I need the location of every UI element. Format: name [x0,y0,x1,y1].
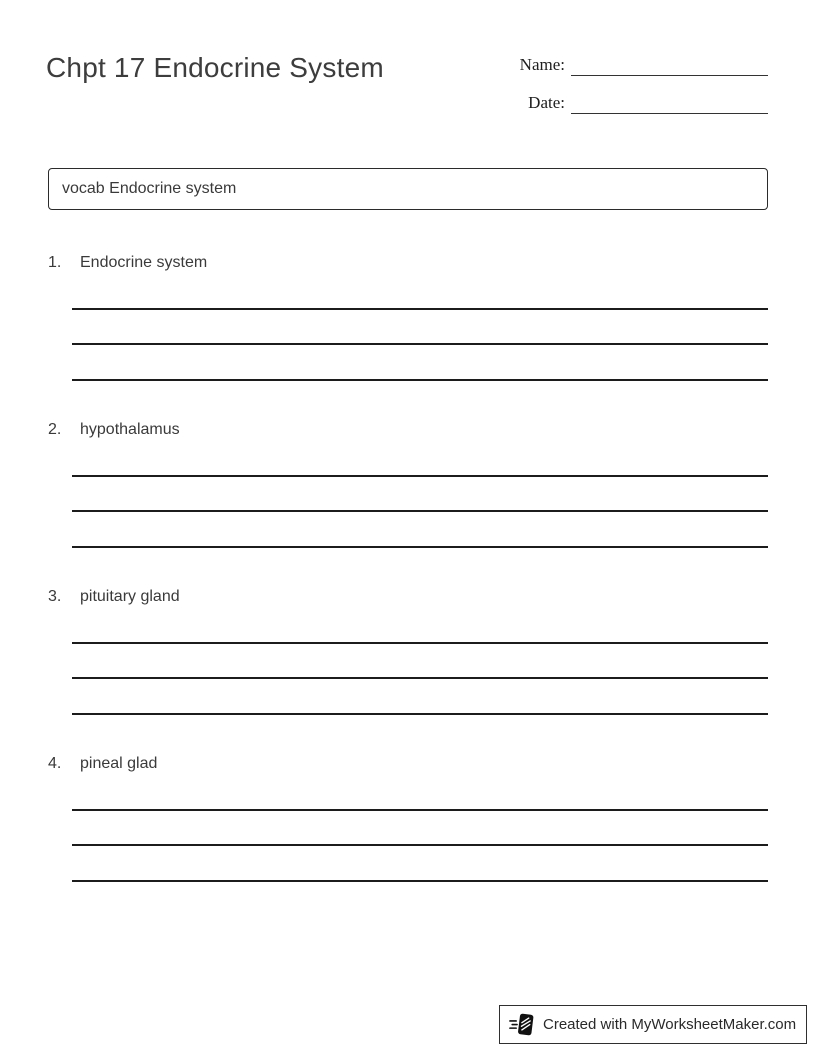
answer-line [72,510,768,512]
name-blank-line [571,51,768,76]
item-number: 1. [48,254,62,271]
answer-line [72,713,768,715]
answer-line [72,809,768,811]
item-term: hypothalamus [80,421,180,438]
instructions-box [48,168,768,210]
answer-line [72,677,768,679]
worksheet-title: Chpt 17 Endocrine System [46,52,384,83]
item-number: 3. [48,588,62,605]
answer-line [72,475,768,477]
answer-line [72,844,768,846]
answer-line [72,308,768,310]
name-label: Name: [519,55,565,74]
answer-line [72,343,768,345]
answer-line [72,642,768,644]
date-blank-line [571,89,768,114]
vocab-item-label [48,754,768,774]
name-field [500,52,768,76]
vocab-item-3 [48,587,768,719]
item-term: Endocrine system [80,254,208,271]
item-number: 4. [48,755,62,772]
answer-line [72,546,768,548]
credit-link[interactable]: Created with MyWorksheetMaker.com [543,1016,797,1033]
item-term: pituitary gland [80,588,180,605]
date-field [500,90,768,114]
item-term: pineal glad [80,755,158,772]
vocab-item-1 [48,253,768,385]
vocab-item-label [48,587,768,607]
worksheet-maker-logo-icon [509,1012,536,1038]
credit-box [499,1005,807,1044]
vocab-item-label [48,420,768,440]
item-number: 2. [48,421,62,438]
vocab-item-label [48,253,768,273]
instructions-text: vocab Endocrine system [62,180,237,197]
date-label: Date: [528,93,565,112]
vocab-item-2 [48,420,768,552]
answer-line [72,379,768,381]
vocab-item-4 [48,754,768,886]
answer-line [72,880,768,882]
